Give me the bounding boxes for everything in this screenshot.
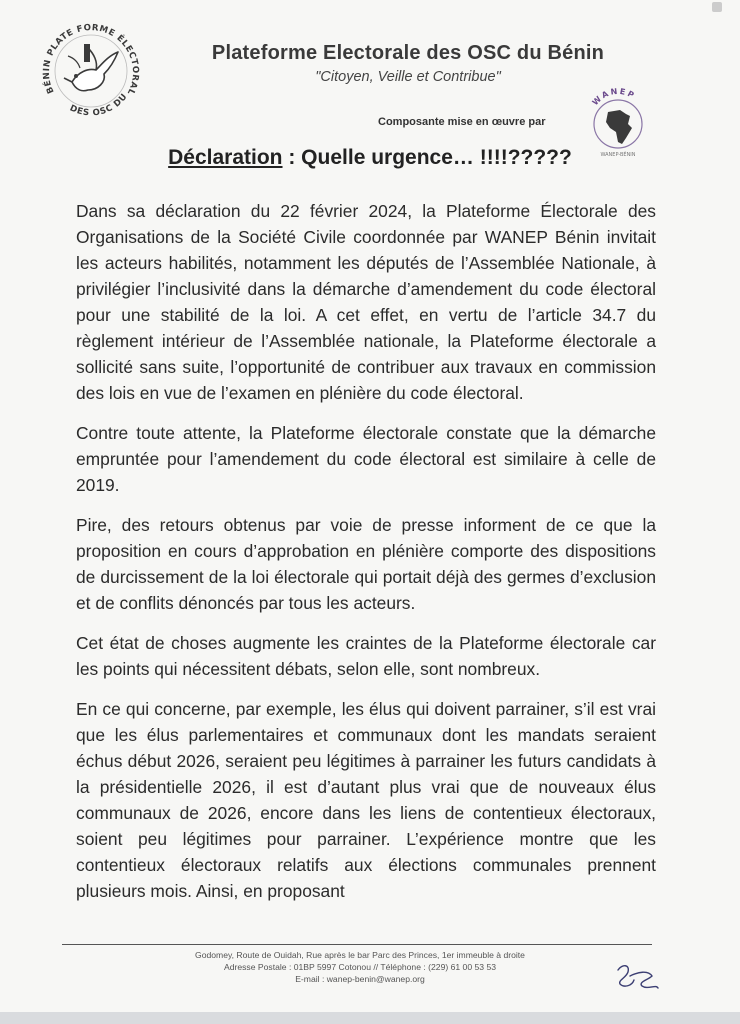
signature-icon — [608, 958, 664, 996]
wanep-small-text: WANEP-BÉNIN — [600, 152, 636, 158]
scan-bottom-band — [0, 1012, 740, 1024]
seal-arc-text: BÉNIN PLATE FORME ÉLECTORAL — [41, 22, 141, 97]
footer-postal: Adresse Postale : 01BP 5997 Cotonou // Téléphone : (229) 61 00 53 53 — [223, 962, 496, 972]
svg-text:WANEP — [591, 87, 637, 107]
handwritten-initials — [608, 958, 664, 996]
footer — [140, 949, 580, 985]
paragraph-4: Cet état de choses augmente les craintes de la Plateforme électorale car les points qui nécessitent débats, selon elle, sont nombreux. — [76, 633, 656, 679]
seal-graphic — [32, 12, 150, 130]
implementation-label: Composante mise en œuvre par — [378, 116, 546, 128]
declaration-title — [100, 146, 640, 170]
organization-title: Plateforme Electorale des OSC du Bénin — [211, 42, 605, 64]
dove-icon — [64, 48, 118, 91]
organization-motto: "Citoyen, Veille et Contribue" — [315, 69, 501, 85]
paragraph-1: Dans sa déclaration du 22 février 2024, la Plateforme Électorale des Organisations de la Société Civile coordonnée par WANEP Bénin invitait les acteurs habilités, notamment les députés de l’Assemblée Nationale, à privilégier l’inclusivité dans la démarche d’amendement du code électoral pour une stabilité de la loi. A cet effet, en vertu de l’article 34.7 du règlement intérieur de l’Assemblée nationale, la Plateforme électorale a sollicité sans suite, l’opportunité de contribuer aux travaux en commission des lois en vue de l’examen en plénière du code électoral. — [76, 201, 656, 403]
scan-mark — [712, 2, 722, 12]
paragraph-5: En ce qui concerne, par exemple, les élus qui doivent parrainer, s’il est vrai que les élus parlementaires et communaux dont les mandats seraient échus début 2026, seraient peu légitimes à parrainer les futurs candidats à la présidentielle 2026, il est d’autant plus vrai que de nouveaux élus communaux de 2026, encore dans les liens de contentieux électoraux, soient peu légitimes pour parrainer. L’expérience montre que les contentieux électoraux relatifs aux élections communales prennent plusieurs mois. Ainsi, en proposant — [76, 699, 656, 901]
declaration-title-underlined: Déclaration — [168, 146, 283, 169]
wanep-arc-text: WANEP — [590, 86, 638, 108]
declaration-body — [76, 198, 656, 918]
paragraph-3: Pire, des retours obtenus par voie de presse informent de ce que la proposition en cours d’approbation en plénière comporte des dispositions de durcissement de la loi électorale qui portait déjà des germes d’exclusion et de conflits dénoncés par tous les acteurs. — [76, 515, 656, 613]
platform-seal-logo — [32, 12, 150, 130]
footer-email: E-mail : wanep-benin@wanep.org — [295, 974, 425, 984]
declaration-title-rest: : Quelle urgence… !!!!????? — [282, 146, 572, 169]
footer-address: Godomey, Route de Ouidah, Rue après le bar Parc des Princes, 1er immeuble à droite — [195, 950, 525, 960]
svg-text:DES OSC DU: DES OSC DU — [67, 91, 130, 119]
footer-divider — [62, 944, 652, 945]
paragraph-2: Contre toute attente, la Plateforme électorale constate que la démarche empruntée pour l’amendement du code électoral est similaire à celle de 2019. — [76, 423, 656, 495]
